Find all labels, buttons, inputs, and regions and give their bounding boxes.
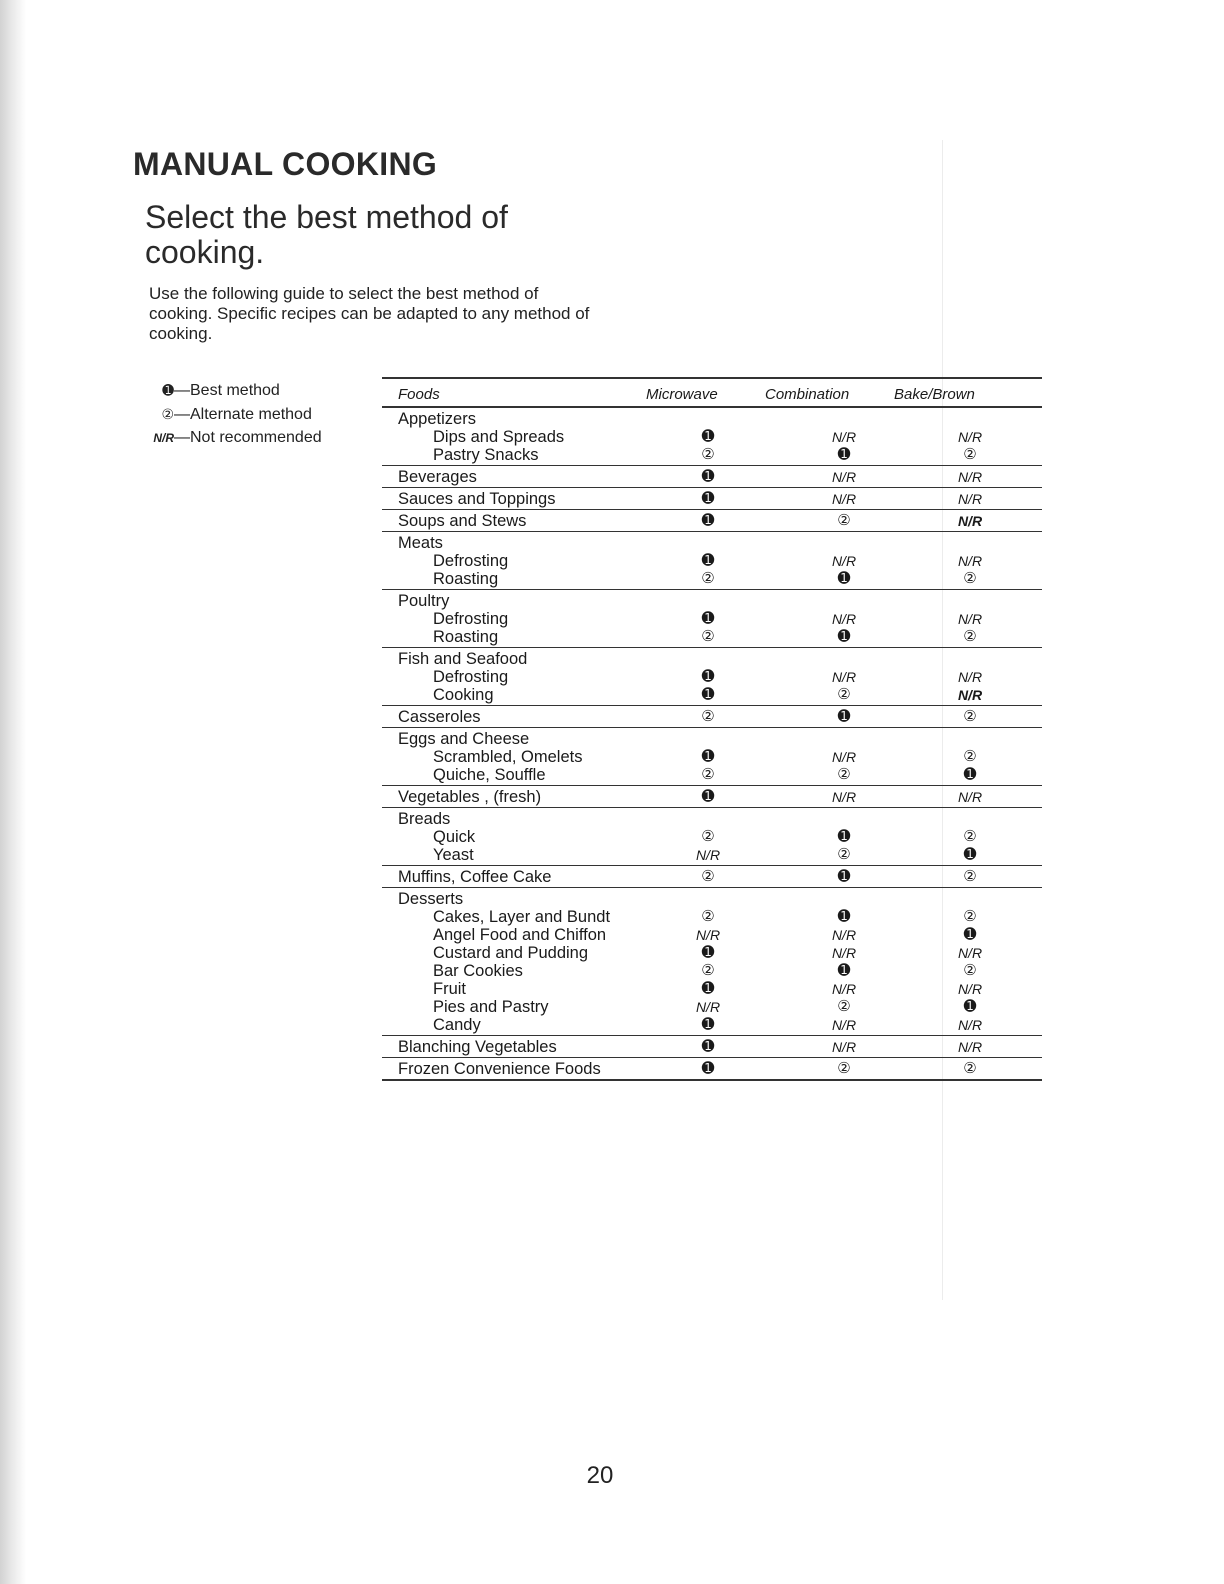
cell-microwave: ➊: [701, 468, 715, 485]
cell-combination: N/R: [831, 469, 857, 485]
header-combination: Combination: [765, 386, 850, 403]
cell-microwave: ➊: [701, 1060, 715, 1077]
cell-microwave: ②: [701, 908, 715, 925]
legend: [148, 378, 363, 450]
cell-microwave: ➊: [701, 944, 715, 961]
food-subitem: Custard and Pudding: [433, 944, 589, 962]
table-row: [382, 650, 1042, 668]
cell-combination: ②: [837, 846, 851, 863]
cell-combination: N/R: [831, 553, 857, 569]
cell-microwave: ②: [701, 570, 715, 587]
cell-bake-brown: ②: [963, 570, 977, 587]
legend-not-recommended: [148, 426, 363, 450]
legend-dash: —: [174, 406, 190, 423]
cell-combination: N/R: [831, 611, 857, 627]
food-subitem: Quiche, Souffle: [433, 766, 546, 784]
cell-bake-brown: ②: [963, 748, 977, 765]
cell-microwave: ➊: [701, 668, 715, 685]
legend-label: Not recommended: [190, 429, 322, 446]
table-group: [382, 888, 1042, 1036]
cell-combination: ➊: [837, 962, 851, 979]
cell-combination: N/R: [831, 749, 857, 765]
cell-microwave: ②: [701, 828, 715, 845]
table-group: [382, 648, 1042, 706]
cell-bake-brown: ➊: [963, 846, 977, 863]
table-row: [382, 668, 1042, 686]
cell-bake-brown: N/R: [957, 1017, 983, 1033]
food-subitem: Cakes, Layer and Bundt: [433, 908, 611, 926]
cell-microwave: ②: [701, 868, 715, 885]
cell-bake-brown: ②: [963, 1060, 977, 1077]
cell-combination: ②: [837, 998, 851, 1015]
table-row: [382, 926, 1042, 944]
alternate-method-icon: ②: [161, 406, 174, 422]
scan-shadow-edge: [0, 0, 26, 1584]
food-category: Desserts: [398, 890, 464, 908]
table-group: [382, 1036, 1042, 1058]
cell-microwave: ➊: [701, 686, 715, 703]
cell-microwave: ➊: [701, 788, 715, 805]
legend-alternate: [148, 402, 363, 426]
cell-combination: ➊: [837, 628, 851, 645]
cell-combination: ②: [837, 1060, 851, 1077]
table-row: [382, 846, 1042, 864]
food-subitem: Fruit: [433, 980, 466, 998]
table-row: [382, 980, 1042, 998]
food-subitem: Bar Cookies: [433, 962, 523, 980]
table-group: [382, 590, 1042, 648]
food-subitem: Cooking: [433, 686, 494, 704]
cell-combination: ➊: [837, 570, 851, 587]
cell-combination: N/R: [831, 927, 857, 943]
table-row: [382, 1038, 1042, 1056]
table-row: [382, 748, 1042, 766]
cell-microwave: ➊: [701, 512, 715, 529]
cell-bake-brown: ②: [963, 628, 977, 645]
cell-bake-brown: N/R: [957, 981, 983, 997]
cell-microwave: ➊: [701, 1016, 715, 1033]
table-header: [382, 379, 1042, 408]
cell-bake-brown: N/R: [957, 945, 983, 961]
table-group: [382, 408, 1042, 466]
food-category: Breads: [398, 810, 451, 828]
cell-microwave: ➊: [701, 1038, 715, 1055]
food-subitem: Defrosting: [433, 668, 509, 686]
table-group: [382, 808, 1042, 866]
cell-bake-brown: N/R: [957, 491, 983, 507]
food-subitem: Defrosting: [433, 610, 509, 628]
table-row: [382, 1016, 1042, 1034]
table-row: [382, 552, 1042, 570]
table-row: [382, 788, 1042, 806]
cell-microwave: ②: [701, 766, 715, 783]
food-subitem: Defrosting: [433, 552, 509, 570]
table-row: [382, 828, 1042, 846]
cell-bake-brown: N/R: [957, 669, 983, 685]
food-category: Soups and Stews: [398, 512, 527, 530]
header-foods: Foods: [398, 386, 440, 403]
intro-paragraph: Use the following guide to select the best method of cooking. Specific recipes can be adapted to any method of cooking.: [149, 284, 590, 343]
cell-bake-brown: ②: [963, 446, 977, 463]
cell-combination: N/R: [831, 1017, 857, 1033]
page-number: 20: [586, 1462, 614, 1489]
food-subitem: Candy: [433, 1016, 481, 1034]
cell-bake-brown: ②: [963, 708, 977, 725]
legend-dash: —: [174, 382, 190, 399]
cell-microwave: N/R: [695, 999, 721, 1015]
table-row: [382, 868, 1042, 886]
cell-bake-brown: N/R: [957, 789, 983, 805]
cell-combination: ➊: [837, 908, 851, 925]
legend-label: Alternate method: [190, 406, 312, 423]
table-group: [382, 706, 1042, 728]
cell-combination: ②: [837, 512, 851, 529]
page-title: MANUAL COOKING: [133, 146, 438, 182]
cell-microwave: ②: [701, 962, 715, 979]
cell-combination: ②: [837, 686, 851, 703]
cell-combination: ➊: [837, 708, 851, 725]
food-subitem: Yeast: [433, 846, 474, 864]
food-category: Fish and Seafood: [398, 650, 528, 668]
cell-bake-brown: N/R: [957, 513, 983, 529]
table-row: [382, 628, 1042, 646]
table-row: [382, 890, 1042, 908]
table-row: [382, 730, 1042, 748]
food-subitem: Pastry Snacks: [433, 446, 539, 464]
cell-microwave: ②: [701, 446, 715, 463]
cell-bake-brown: ➊: [963, 998, 977, 1015]
table-group: [382, 488, 1042, 510]
cell-combination: N/R: [831, 491, 857, 507]
food-category: Muffins, Coffee Cake: [398, 868, 552, 886]
cell-combination: N/R: [831, 789, 857, 805]
table-row: [382, 410, 1042, 428]
cell-microwave: N/R: [695, 847, 721, 863]
cell-combination: N/R: [831, 669, 857, 685]
cell-bake-brown: N/R: [957, 611, 983, 627]
table-row: [382, 962, 1042, 980]
food-category: Beverages: [398, 468, 477, 486]
cell-microwave: ➊: [701, 748, 715, 765]
food-category: Vegetables , (fresh): [398, 788, 542, 806]
cell-bake-brown: ➊: [963, 766, 977, 783]
food-category: Casseroles: [398, 708, 481, 726]
food-category: Meats: [398, 534, 443, 552]
cell-microwave: N/R: [695, 927, 721, 943]
cell-bake-brown: N/R: [957, 553, 983, 569]
cell-combination: ➊: [837, 828, 851, 845]
food-category: Sauces and Toppings: [398, 490, 556, 508]
cell-combination: ➊: [837, 446, 851, 463]
food-subitem: Quick: [433, 828, 476, 846]
table-row: [382, 428, 1042, 446]
table-row: [382, 512, 1042, 530]
cell-bake-brown: ➊: [963, 926, 977, 943]
cell-combination: ➊: [837, 868, 851, 885]
cell-bake-brown: ②: [963, 908, 977, 925]
legend-label: Best method: [190, 382, 280, 399]
table-row: [382, 534, 1042, 552]
table-group: [382, 728, 1042, 786]
page-subtitle: Select the best method of cooking.: [145, 199, 508, 270]
table-group: [382, 532, 1042, 590]
cooking-method-table: [382, 377, 1042, 1081]
header-microwave: Microwave: [646, 386, 718, 403]
cell-bake-brown: ②: [963, 828, 977, 845]
header-bake-brown: Bake/Brown: [894, 386, 975, 403]
food-category: Poultry: [398, 592, 450, 610]
cell-bake-brown: N/R: [957, 469, 983, 485]
cell-microwave: ➊: [701, 490, 715, 507]
cell-microwave: ②: [701, 628, 715, 645]
table-group: [382, 510, 1042, 532]
cell-microwave: ②: [701, 708, 715, 725]
table-row: [382, 944, 1042, 962]
cell-combination: N/R: [831, 1039, 857, 1055]
food-subitem: Angel Food and Chiffon: [433, 926, 607, 944]
not-recommended-icon: N/R: [153, 431, 174, 445]
table-group: [382, 466, 1042, 488]
food-subitem: Dips and Spreads: [433, 428, 565, 446]
food-subitem: Pies and Pastry: [433, 998, 549, 1016]
table-row: [382, 446, 1042, 464]
food-subitem: Roasting: [433, 570, 499, 588]
cell-bake-brown: N/R: [957, 429, 983, 445]
table-row: [382, 766, 1042, 784]
table-row: [382, 908, 1042, 926]
table-group: [382, 786, 1042, 808]
legend-dash: —: [174, 429, 190, 446]
table-row: [382, 570, 1042, 588]
cell-bake-brown: ②: [963, 962, 977, 979]
cell-combination: N/R: [831, 945, 857, 961]
table-row: [382, 610, 1042, 628]
table-row: [382, 468, 1042, 486]
table-row: [382, 708, 1042, 726]
cell-microwave: ➊: [701, 552, 715, 569]
food-subitem: Scrambled, Omelets: [433, 748, 583, 766]
food-category: Appetizers: [398, 410, 476, 428]
table-group: [382, 1058, 1042, 1079]
cell-bake-brown: ②: [963, 868, 977, 885]
cell-microwave: ➊: [701, 980, 715, 997]
table-row: [382, 592, 1042, 610]
cell-bake-brown: N/R: [957, 687, 983, 703]
cell-bake-brown: N/R: [957, 1039, 983, 1055]
table-row: [382, 686, 1042, 704]
best-method-icon: ➊: [162, 382, 174, 398]
cell-microwave: ➊: [701, 428, 715, 445]
food-subitem: Roasting: [433, 628, 499, 646]
cell-combination: ②: [837, 766, 851, 783]
food-category: Eggs and Cheese: [398, 730, 530, 748]
food-category: Blanching Vegetables: [398, 1038, 557, 1056]
cell-combination: N/R: [831, 429, 857, 445]
table-row: [382, 1060, 1042, 1078]
legend-best: [148, 378, 363, 402]
food-category: Frozen Convenience Foods: [398, 1060, 601, 1078]
table-group: [382, 866, 1042, 888]
cell-combination: N/R: [831, 981, 857, 997]
table-body: [382, 408, 1042, 1079]
table-row: [382, 490, 1042, 508]
table-row: [382, 998, 1042, 1016]
table-row: [382, 810, 1042, 828]
cell-microwave: ➊: [701, 610, 715, 627]
